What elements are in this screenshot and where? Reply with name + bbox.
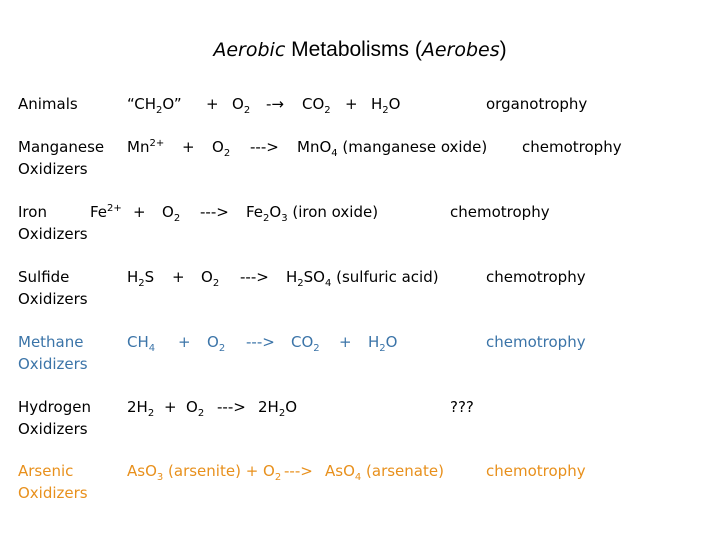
reaction-arrow: --->	[284, 462, 313, 480]
equation-2h2: $2H_2$	[127, 398, 155, 419]
reaction-arrow: --->	[246, 333, 275, 351]
reaction-arrow: --->	[200, 203, 229, 221]
equation-o2: $O_2$	[207, 333, 226, 354]
title-metabolisms: Metabolisms (	[285, 38, 422, 61]
equation-h2o: $H_2O$	[368, 333, 398, 354]
equation-reactant-ch2o: “$CH_2O$”	[127, 95, 182, 116]
plus-sign: +	[133, 203, 146, 221]
row-label: Animals	[18, 95, 78, 113]
plus-sign: +	[206, 95, 219, 113]
equation-arsenate: AsO$_4$ (arsenate)	[325, 462, 444, 483]
equation-h2so4: $H_2SO_4$ (sulfuric acid)	[286, 268, 439, 289]
title-aerobes: Aerobes	[421, 39, 500, 61]
equation-2h2o: $2H_2O$	[258, 398, 298, 419]
equation-ch4: $CH_4$	[127, 333, 156, 354]
metabolism-type: chemotrophy	[486, 462, 586, 480]
equation-h2s: $H_2S$	[127, 268, 155, 289]
row-label-line2: Oxidizers	[18, 225, 88, 243]
equation-arsenite: AsO$_3$ (arsenite) + $O_2$	[127, 462, 282, 483]
equation-co2: $CO_2$	[291, 333, 320, 354]
equation-o2: $O_2$	[232, 95, 251, 116]
metabolism-type: chemotrophy	[522, 138, 622, 156]
equation-o2: $O_2$	[186, 398, 205, 419]
row-label-line2: Oxidizers	[18, 484, 88, 502]
row-label-line2: Oxidizers	[18, 355, 88, 373]
title-aerobic: Aerobic	[213, 39, 286, 61]
plus-sign: +	[164, 398, 177, 416]
slide-title	[0, 38, 720, 62]
equation-mn: $Mn^{2+}$	[127, 138, 165, 156]
metabolism-type: chemotrophy	[486, 333, 586, 351]
plus-sign: +	[172, 268, 185, 286]
equation-o2: $O_2$	[162, 203, 181, 224]
metabolism-type: chemotrophy	[486, 268, 586, 286]
plus-sign: +	[345, 95, 358, 113]
equation-co2: $CO_2$	[302, 95, 331, 116]
row-label: Methane	[18, 333, 84, 351]
row-label: Manganese	[18, 138, 105, 156]
reaction-arrow: --->	[240, 268, 269, 286]
plus-sign: +	[182, 138, 195, 156]
metabolism-type: chemotrophy	[450, 203, 550, 221]
plus-sign: +	[178, 333, 191, 351]
row-label: Sulfide	[18, 268, 70, 286]
row-label: Arsenic	[18, 462, 74, 480]
reaction-arrow: --->	[217, 398, 246, 416]
equation-o2: $O_2$	[212, 138, 231, 159]
row-label-line2: Oxidizers	[18, 290, 88, 308]
row-label-line2: Oxidizers	[18, 420, 88, 438]
reaction-arrow: -→	[266, 95, 284, 113]
plus-sign: +	[339, 333, 352, 351]
equation-fe: $Fe^{2+}$	[90, 203, 122, 221]
reaction-arrow: --->	[250, 138, 279, 156]
title-close-paren: )	[499, 38, 507, 61]
equation-mno4: MnO$_4$ (manganese oxide)	[297, 138, 488, 159]
metabolism-type: ???	[450, 398, 474, 416]
row-label-line2: Oxidizers	[18, 160, 88, 178]
metabolism-type: organotrophy	[486, 95, 588, 113]
equation-h2o: $H_2O$	[371, 95, 401, 116]
row-label: Hydrogen	[18, 398, 91, 416]
equation-o2: $O_2$	[201, 268, 220, 289]
equation-fe2o3: $Fe_2O_3$ (iron oxide)	[246, 203, 379, 224]
row-label: Iron	[18, 203, 47, 221]
